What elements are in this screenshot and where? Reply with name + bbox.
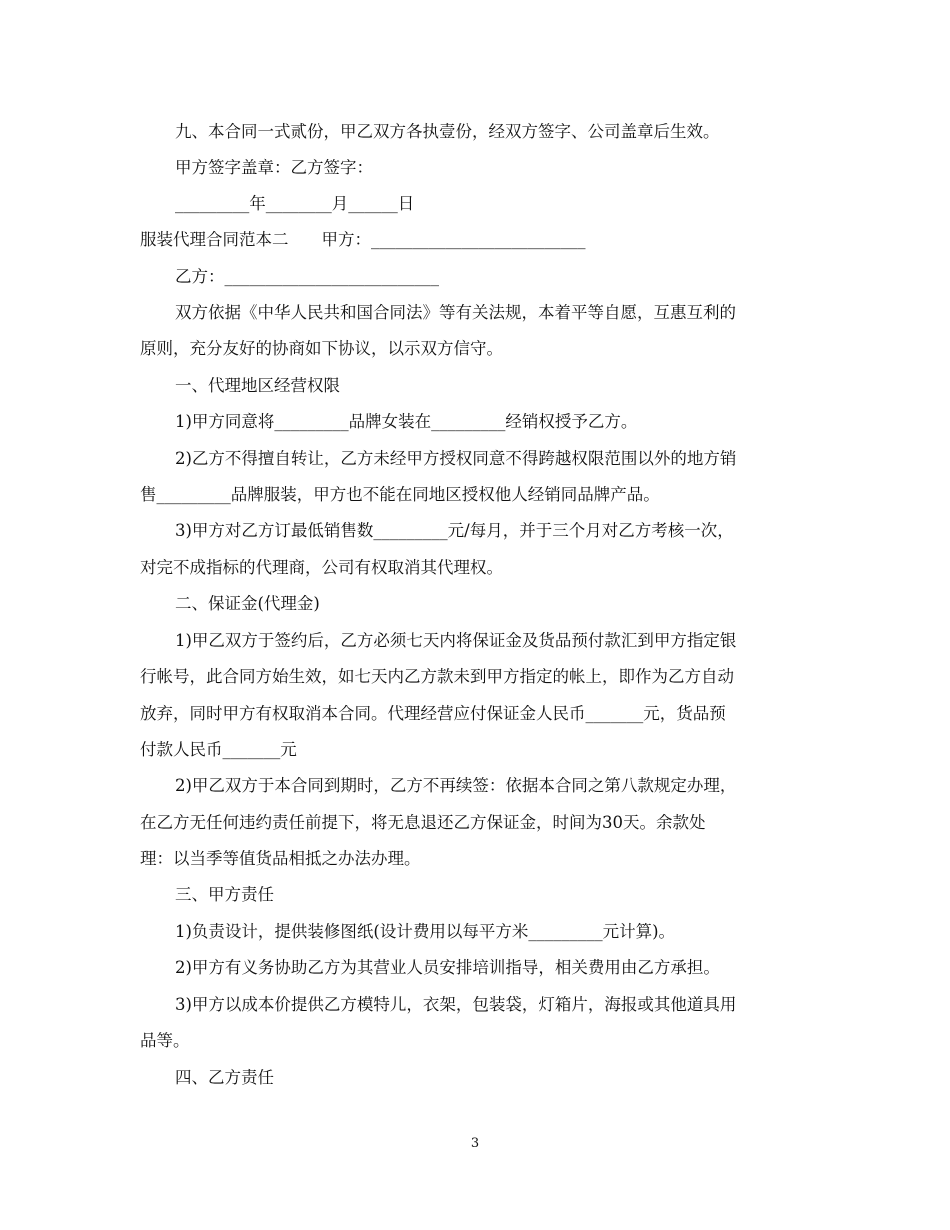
paragraph-text: 原则，充分友好的协商如下协议，以示双方信守。 — [140, 339, 503, 358]
clause-3-2: 2)甲方有义务协助乙方为其营业人员安排培训指导，相关费用由乙方承担。 — [175, 958, 720, 977]
signature-labels: 甲方签字盖章：乙方签字： — [175, 158, 373, 177]
paragraph-text: 售_________品牌服装，甲方也不能在同地区授权他人经销同品牌产品。 — [140, 485, 660, 504]
date-line: _________年________月______日 — [175, 194, 415, 213]
paragraph-text: 理：以当季等值货品相抵之办法办理。 — [140, 849, 421, 868]
paragraph-text: 在乙方无任何违约责任前提下，将无息退还乙方保证金，时间为30天。余款处 — [140, 813, 706, 832]
paragraph-text: 付款人民币_______元 — [140, 740, 297, 759]
clause-1-2: 2)乙方不得擅自转让，乙方未经甲方授权同意不得跨越权限范围以外的地方销 — [175, 449, 737, 468]
clause-3-1: 1)负责设计，提供装修图纸(设计费用以每平方米_________元计算)。 — [175, 922, 676, 941]
paragraph-text: 对完不成指标的代理商，公司有权取消其代理权。 — [140, 558, 503, 577]
party-b-line: 乙方：__________________________ — [175, 267, 439, 286]
paragraph-text: 放弃，同时甲方有权取消本合同。代理经营应付保证金人民币_______元，货品预 — [140, 704, 726, 723]
clause-3-3: 3)甲方以成本价提供乙方模特儿，衣架，包装袋，灯箱片，海报或其他道具用 — [175, 995, 737, 1014]
clause-9: 九、本合同一式贰份，甲乙双方各执壹份，经双方签字、公司盖章后生效。 — [175, 122, 720, 141]
clause-2-1: 1)甲乙双方于签约后，乙方必须七天内将保证金及货品预付款汇到甲方指定银 — [175, 631, 737, 650]
contract-title-party-a: 服装代理合同范本二 甲方：__________________________ — [140, 230, 586, 249]
clause-2-2: 2)甲乙双方于本合同到期时，乙方不再续签：依据本合同之第八款规定办理， — [175, 776, 737, 795]
section-heading-1: 一、代理地区经营权限 — [175, 376, 340, 395]
clause-1-3: 3)甲方对乙方订最低销售数_________元/每月，并于三个月对乙方考核一次， — [175, 521, 734, 540]
clause-1-1: 1)甲方同意将_________品牌女装在_________经销权授予乙方。 — [175, 412, 638, 431]
paragraph-text: 品等。 — [140, 1031, 190, 1050]
paragraph-text: 行帐号，此合同方始生效，如七天内乙方款未到甲方指定的帐上，即作为乙方自动 — [140, 667, 734, 686]
paragraph-text: 双方依据《中华人民共和国合同法》等有关法规，本着平等自愿，互惠互利的 — [175, 303, 736, 322]
section-heading-2: 二、保证金(代理金) — [175, 594, 320, 613]
section-heading-3: 三、甲方责任 — [175, 885, 274, 904]
section-heading-4: 四、乙方责任 — [175, 1068, 274, 1087]
page-number: 3 — [470, 1136, 480, 1151]
